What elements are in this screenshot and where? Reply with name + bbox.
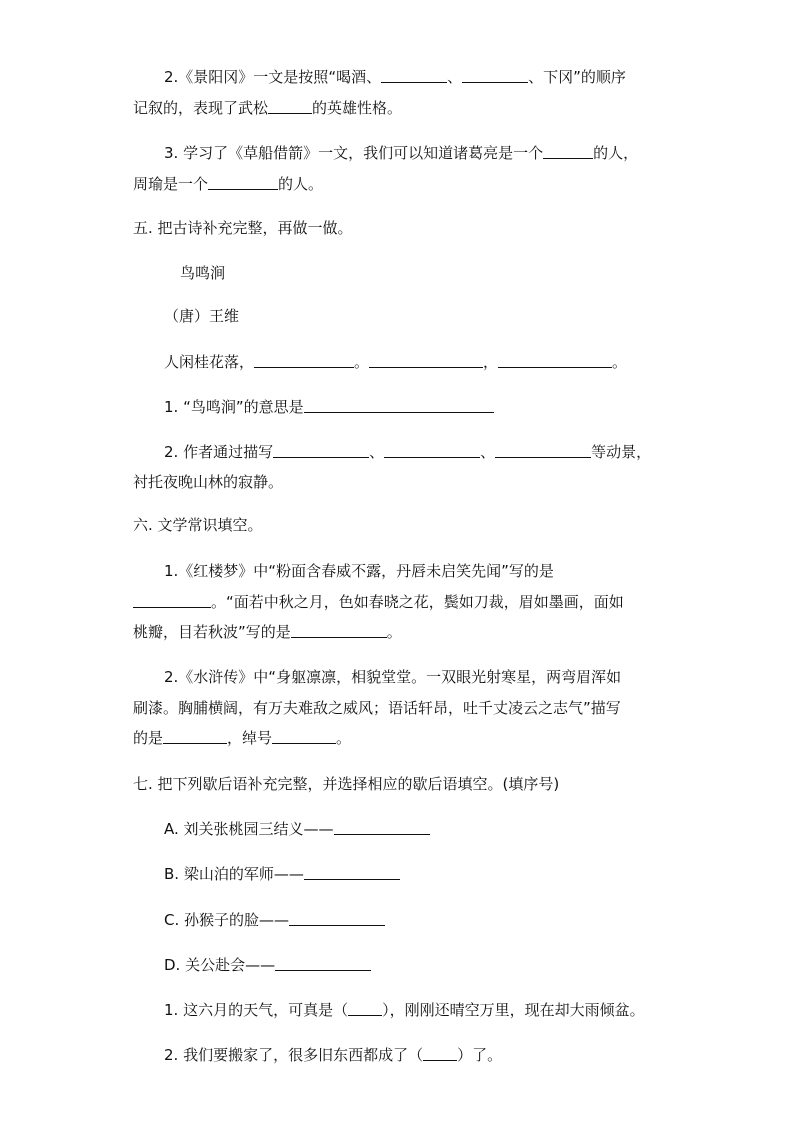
- blank[interactable]: [498, 352, 612, 368]
- s6-q2-line1: 2.《水浒传》中“身躯凛凛，相貌堂堂。一双眼光射寒星，两弯眉浑如: [164, 668, 622, 686]
- poem-title: 鸟鸣涧: [180, 264, 226, 282]
- s6-q2-line2: 刷漆。胸脯横阔，有万夫难敌之威风；语话轩昂，吐千丈凌云之志气”描写: [133, 699, 621, 717]
- blank[interactable]: [163, 728, 227, 744]
- blank[interactable]: [208, 174, 278, 190]
- blank[interactable]: [275, 955, 371, 971]
- poem-author: （唐）王维: [164, 307, 240, 325]
- option-c: C. 孙猴子的脸——: [164, 909, 385, 931]
- section-heading: 七. 把下列歇后语补充完整，并选择相应的歇后语填空。(填序号): [133, 775, 560, 793]
- s4-q3-line1: 3. 学习了《草船借箭》一文，我们可以知道诸葛亮是一个 的人，: [164, 144, 639, 162]
- blank[interactable]: [254, 352, 354, 368]
- s4-q3-line2: 周瑜是一个 的人。: [133, 175, 324, 193]
- blank[interactable]: [369, 352, 483, 368]
- section-heading: 六. 文学常识填空。: [133, 516, 263, 534]
- s7-q1: 1. 这六月的天气，可真是（ ），刚刚还晴空万里，现在却大雨倾盆。: [164, 1001, 645, 1019]
- poem-lines: 人闲桂花落， 。 ， 。: [164, 353, 628, 371]
- blank[interactable]: [334, 819, 430, 835]
- blank[interactable]: [273, 442, 369, 458]
- s4-q2-line1: 2.《景阳冈》一文是按照“喝酒、 、 、下冈”的顺序: [164, 68, 626, 86]
- s7-q2: 2. 我们要搬家了，很多旧东西都成了（ ）了。: [164, 1046, 503, 1064]
- blank[interactable]: [495, 442, 591, 458]
- blank[interactable]: [133, 592, 211, 608]
- blank[interactable]: [543, 143, 593, 159]
- s6-q1-line2: 。“面若中秋之月，色如春晓之花，鬓如刀裁，眉如墨画，面如: [133, 591, 624, 613]
- s5-q2-line1: 2. 作者通过描写 、 、 等动景，: [164, 443, 652, 461]
- blank[interactable]: [289, 910, 385, 926]
- blank[interactable]: [423, 1045, 457, 1061]
- blank[interactable]: [304, 397, 494, 413]
- blank[interactable]: [272, 728, 336, 744]
- s6-q1-line1: 1.《红楼梦》中“粉面含春威不露，丹唇未启笑先闻”写的是: [164, 562, 554, 580]
- blank[interactable]: [291, 622, 387, 638]
- blank[interactable]: [462, 67, 528, 83]
- s5-q1: 1. “鸟鸣涧”的意思是: [164, 396, 494, 418]
- option-b: B. 梁山泊的军师——: [164, 863, 400, 885]
- blank[interactable]: [268, 98, 312, 114]
- option-a: A. 刘关张桃园三结义——: [164, 818, 430, 840]
- blank[interactable]: [348, 1000, 382, 1016]
- s5-q2-line2: 衬托夜晚山林的寂静。: [133, 473, 284, 491]
- s4-q2-line2: 记叙的，表现了武松 的英雄性格。: [133, 99, 403, 117]
- option-d: D. 关公赴会——: [164, 954, 371, 976]
- blank[interactable]: [304, 864, 400, 880]
- blank[interactable]: [381, 67, 447, 83]
- s6-q1-line3: 桃瓣，目若秋波”写的是 。: [133, 623, 402, 641]
- s6-q2-line3: 的是 ，绰号 。: [133, 729, 352, 747]
- blank[interactable]: [384, 442, 480, 458]
- section-heading: 五. 把古诗补充完整，再做一做。: [133, 219, 353, 237]
